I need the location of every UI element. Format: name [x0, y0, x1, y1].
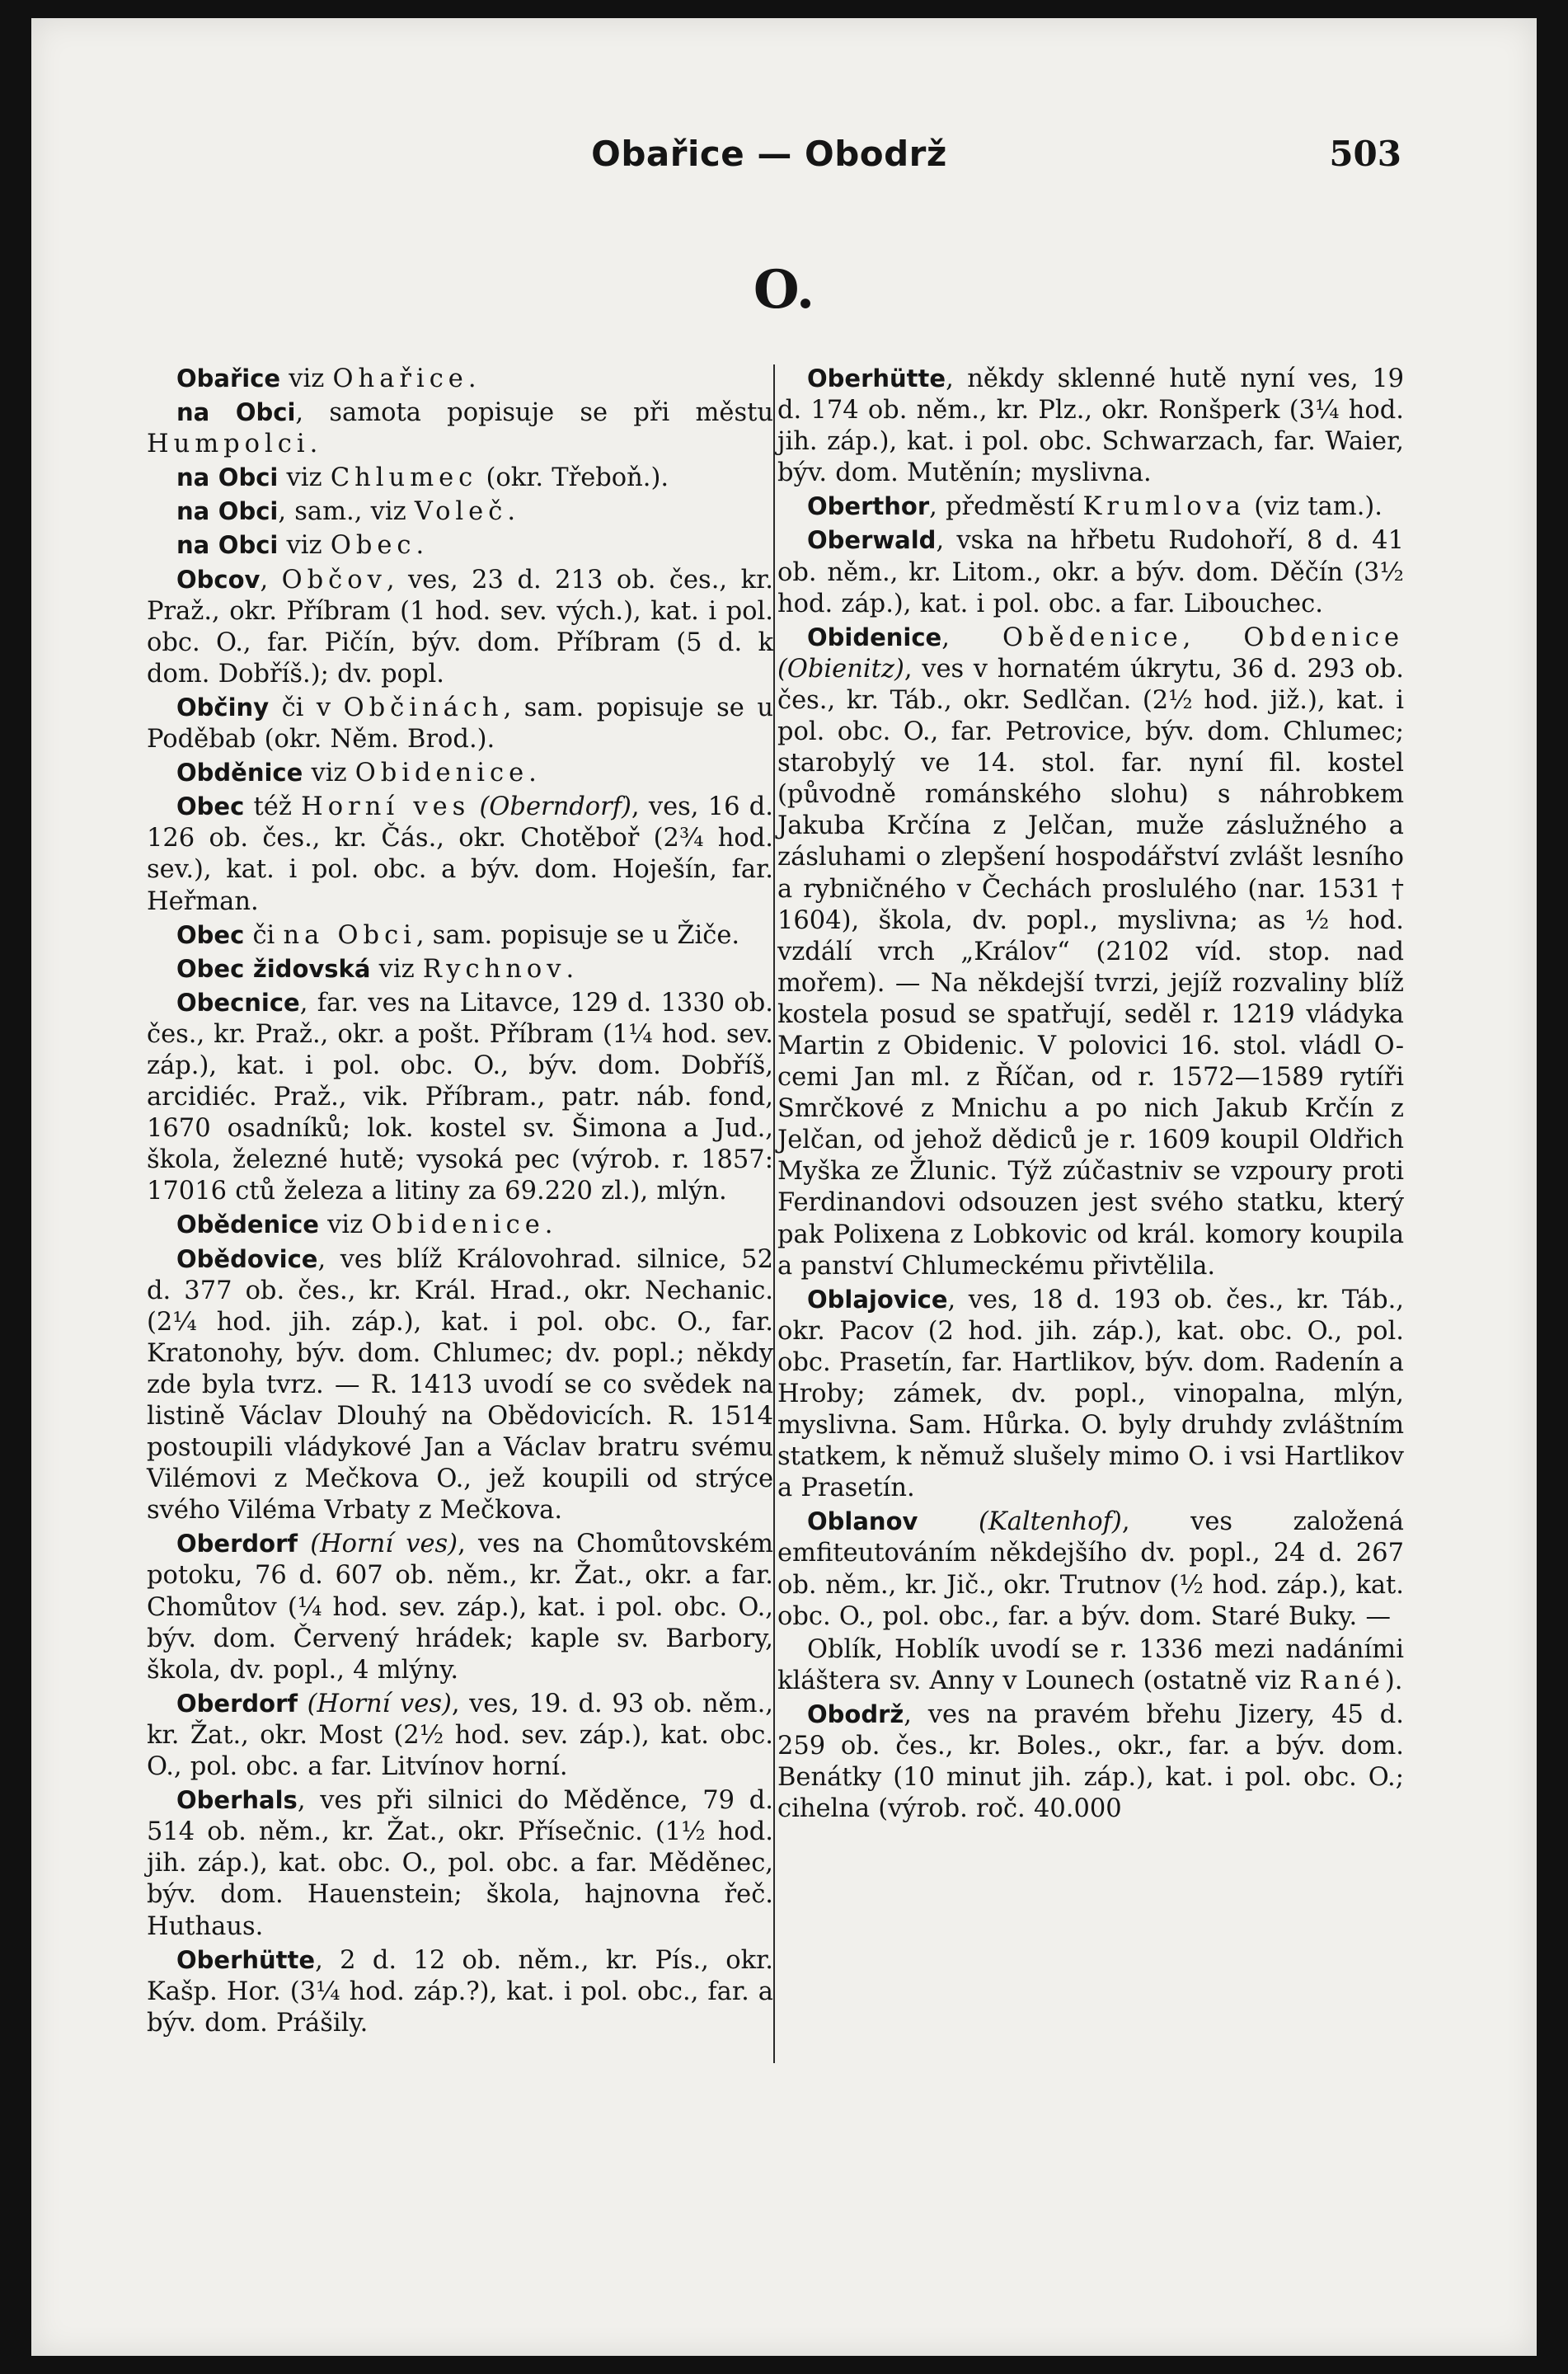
- page: [31, 18, 1537, 2356]
- running-head: Obařice — Obodrž: [591, 134, 947, 174]
- entry-text: , ves na pravém břehu Jizery, 45 d. 259 ob. čes., kr. Boles., okr., far. a býv. dom. Benátky (10 minut jih. záp.), kat. i pol. obc. O.; cihelna (výrob. roč. 40.000: [777, 1699, 1404, 1824]
- entry-headword: Oberthor: [807, 492, 930, 521]
- dictionary-entry: [147, 1944, 773, 2039]
- entry-headword: Občiny: [176, 693, 270, 722]
- entry-text: či v: [269, 693, 344, 722]
- entry-spaced-name: Krumlova: [1082, 492, 1246, 522]
- entry-headword: na Obci: [176, 497, 279, 526]
- entry-text: , ves v hornatém úkrytu, 36 d. 293 ob. čes., kr. Táb., okr. Sedlčan. (2½ hod. již.), kat. i pol. obc. O., far. Petrovice, býv. dom. Chlumec; starobylý ve 14. stol. far. nyní fil. kostel (původně románského slohu) s náhrobkem Jakuba Krčína z Jelčan, muže záslužného a zásluhami o zlepšení hospodářství zvlášt lesního a rybničného v Čechách proslulého (nar. 1531 † 1604), škola, dv. popl., myslivna; as ½ hod. vzdálí vrch „Králov“ (2102 víd. stop. nad mořem). — Na někdejší tvrzi, jejíž rozvaliny blíž kostela posud se spatřují, seděl r. 1219 vládyka Martin z Obidenic. V polovici 16. stol. vládl O-cemi Jan ml. z Říčan, od r. 1572—1589 rytíři Smrčkové z Mnichu a po nich Jakub Krčín z Jelčan, od jehož dědiců je r. 1609 koupil Oldřich Myška ze Žlunic. Týž zúčastniv se vzpoury proti Ferdinandovi odsouzen jest svého statku, který pak Polixena z Lobkovic od král. komory koupila a panství Chlumeckému přivtělila.: [777, 654, 1404, 1281]
- dictionary-entry: [777, 524, 1404, 619]
- entry-text: , ves, 18 d. 193 ob. čes., kr. Táb., okr. Pacov (2 hod. jih. záp.), kat. obc. O., pol. obc. Prasetín, far. Hartlikov, býv. dom. Radenín a Hroby; zámek, dv. popl., vinopalna, mlýn, myslivna. Sam. Hůrka. O. byly druhdy zvláštním statkem, k němuž slušely mimo O. i vsi Hartlikov a Prasetín.: [777, 1285, 1404, 1503]
- entry-headword: Obcov: [176, 565, 261, 594]
- dictionary-entry: [147, 529, 773, 562]
- dictionary-entry: [777, 1699, 1404, 1825]
- entry-text: , sam., viz: [278, 497, 415, 527]
- entry-spaced-name: Rané: [1299, 1666, 1385, 1695]
- entry-headword: Oblajovice: [807, 1285, 948, 1314]
- dictionary-entry: [147, 1243, 773, 1527]
- entry-headword: Obědenice: [176, 1211, 319, 1239]
- dictionary-entry: [147, 953, 773, 985]
- section-letter: O.: [753, 259, 815, 321]
- dictionary-entry: [147, 757, 773, 789]
- entry-text: ,: [260, 565, 282, 595]
- right-column: [777, 363, 1404, 1826]
- entry-text: .: [528, 759, 537, 788]
- entry-text: , samota popisuje se při městu: [295, 398, 773, 428]
- entry-text: [298, 1690, 307, 1718]
- entry-spaced-name: Obidenice: [371, 1211, 545, 1240]
- entry-headword: Oberhütte: [807, 364, 946, 393]
- dictionary-entry: [147, 1528, 773, 1685]
- entry-spaced-name: Chlumec: [330, 463, 478, 493]
- dictionary-entry: [147, 1688, 773, 1783]
- entry-italic-name: (Obienitz): [777, 654, 904, 684]
- column-divider: [773, 364, 775, 2063]
- entry-text: , předměstí: [929, 492, 1083, 522]
- entry-text: , 2 d. 12 ob. něm., kr. Pís., okr. Kašp. Hor. (3¼ hod. záp.?), kat. i pol. obc., far. a býv. dom. Prášily.: [147, 1945, 773, 2038]
- entry-text: , ves, 19. d. 93 ob. něm., kr. Žat., okr. Most (2½ hod. sev. záp.), kat. obc. O., pol. obc. a far. Litvínov horní.: [147, 1689, 773, 1782]
- entry-spaced-name: Ohařice: [332, 364, 468, 393]
- entry-text: , ves, 16 d. 126 ob. čes., kr. Čás., okr. Chotěboř (2¾ hod. sev.), kat. i pol. obc. a býv. dom. Hoješín, far. Heřman.: [147, 792, 773, 916]
- entry-spaced-name: Horní ves: [301, 792, 471, 822]
- entry-text: .: [544, 1211, 553, 1240]
- entry-italic-name: (Horní ves): [307, 1689, 452, 1718]
- dictionary-entry: [147, 363, 773, 395]
- dictionary-entry: [147, 496, 773, 528]
- entry-spaced-name: Voleč: [414, 497, 508, 527]
- dictionary-entry: [777, 363, 1404, 489]
- entry-headword: Obidenice: [807, 623, 942, 651]
- entry-text: viz: [280, 364, 333, 393]
- entry-italic-name: (Horní ves): [310, 1530, 458, 1559]
- entry-text: , ves, 23 d. 213 ob. čes., kr. Praž., okr. Příbram (1 hod. sev. vých.), kat. i pol. obc. O., far. Pičín, býv. dom. Příbram (5 d. k dom. Dobříš.); dv. popl.: [147, 565, 773, 689]
- dictionary-entry: [777, 622, 1404, 1282]
- entry-text: Oblík, Hoblík uvodí se r. 1336 mezi nadáními kláštera sv. Anny v Lounech (ostatně viz: [777, 1634, 1404, 1695]
- entry-headword: Obařice: [176, 364, 281, 393]
- entry-text: ,: [1182, 623, 1244, 652]
- entry-headword: Obec: [176, 920, 245, 949]
- entry-italic-name: (Oberndorf): [470, 792, 631, 822]
- dictionary-entry: [777, 1634, 1404, 1697]
- entry-italic-name: (Kaltenhof): [979, 1507, 1122, 1537]
- dictionary-entry: [147, 1784, 773, 1942]
- entry-headword: Oberdorf: [176, 1689, 298, 1718]
- entry-text: .: [415, 531, 425, 561]
- entry-text: viz: [278, 531, 331, 561]
- entry-text: , vska na hřbetu Rudohoří, 8 d. 41 ob. něm., kr. Litom., okr. a býv. dom. Děčín (3½ hod. záp.), kat. i pol. obc. a far. Libouchec.: [777, 526, 1404, 618]
- entry-spaced-name: Obec: [330, 531, 416, 561]
- entry-headword: na Obci: [176, 398, 296, 427]
- entry-text: , sam. popisuje se u Žiče.: [415, 920, 740, 950]
- entry-headword: Oberhals: [176, 1786, 298, 1815]
- entry-text: , sam. popisuje se u Poděbab (okr. Něm. Brod.).: [147, 693, 773, 755]
- dictionary-entry: [147, 791, 773, 917]
- entry-spaced-name: Obdenice: [1243, 623, 1404, 652]
- dictionary-entry: [147, 692, 773, 755]
- dictionary-entry: [777, 1506, 1404, 1632]
- entry-text: .: [467, 364, 477, 393]
- entry-text: , ves blíž Královohrad. silnice, 52 d. 377 ob. čes., kr. Král. Hrad., okr. Nechanic. (2¼ hod. jih. záp.), kat. i pol. obc. O., far. Kratonohy, býv. dom. Chlumec; dv. popl.; někdy zde byla tvrz. — R. 1413 uvodí se co svědek na listině Václav Dlouhý na Obědovicích. R. 1514 postoupili vládykové Jan a Václav bratru svému Vilémovi z Mečkova O., jež koupili od strýce svého Viléma Vrbaty z Mečkova.: [147, 1244, 773, 1525]
- entry-text: viz: [278, 463, 331, 493]
- dictionary-entry: [147, 987, 773, 1208]
- entry-text: .: [309, 430, 318, 459]
- dictionary-entry: [777, 1284, 1404, 1505]
- entry-spaced-name: Obědenice: [1002, 623, 1183, 652]
- entry-spaced-name: Obidenice: [354, 759, 529, 788]
- entry-headword: na Obci: [176, 463, 279, 492]
- entry-text: viz: [318, 1211, 372, 1240]
- entry-text: [298, 1530, 310, 1558]
- dictionary-entry: [777, 491, 1404, 523]
- entry-text: ,: [941, 623, 1002, 652]
- dictionary-entry: [147, 397, 773, 460]
- entry-headword: Obodrž: [807, 1699, 904, 1728]
- entry-spaced-name: Humpolci: [147, 430, 310, 459]
- dictionary-entry: [147, 1209, 773, 1241]
- entry-spaced-name: Občov: [281, 565, 387, 595]
- dictionary-entry: [147, 564, 773, 690]
- entry-headword: Obec židovská: [176, 954, 371, 983]
- entry-text: , ves při silnici do Měděnce, 79 d. 514 ob. něm., kr. Žat., okr. Přísečnic. (1½ hod. jih. záp.), kat. obc. O., pol. obc. a far. Měděnec, býv. dom. Hauenstein; škola, hajnovna řeč. Huthaus.: [147, 1786, 773, 1941]
- entry-text: , far. ves na Litavce, 129 d. 1330 ob. čes., kr. Praž., okr. a pošt. Příbram (1¼ hod. sev. záp.), kat. i pol. obc. O., býv. dom. Dobříš, arcidiéc. Praž., vik. Příbram., patr. náb. fond, 1670 osadníků; lok. kostel sv. Šimona a Jud., škola, železné hutě; vysoká pec (výrob. r. 1857: 17016 ctů železa a litiny za 69.220 zl.), mlýn.: [147, 988, 773, 1206]
- entry-text: viz: [370, 954, 423, 984]
- entry-spaced-name: na Obci: [283, 920, 416, 950]
- entry-headword: Oberwald: [807, 526, 937, 555]
- left-column: [147, 363, 773, 2041]
- entry-headword: Obec: [176, 792, 245, 821]
- entry-text: , ves na Chomůtovském potoku, 76 d. 607 ob. něm., kr. Žat., okr. a far. Chomůtov (¼ hod. sev. záp.), kat. i pol. obc. O., býv. dom. Červený hrádek; kaple sv. Barbory, škola, dv. popl., 4 mlýny.: [147, 1530, 773, 1685]
- entry-headword: Oblanov: [807, 1507, 918, 1536]
- entry-text: ).: [1384, 1666, 1403, 1695]
- entry-text: či: [244, 920, 284, 950]
- entry-text: , ves založená emfiteutováním někdejšího dv. popl., 24 d. 267 ob. něm., kr. Jič., okr. Trutnov (½ hod. záp.), kat. obc. O., pol. obc., far. a býv. dom. Staré Buky. —: [777, 1507, 1404, 1631]
- entry-headword: Obědovice: [176, 1244, 318, 1273]
- page-header: [31, 134, 1537, 183]
- entry-text: .: [566, 954, 575, 984]
- entry-spaced-name: Občinách: [343, 693, 504, 722]
- entry-text: [918, 1507, 979, 1536]
- entry-headword: Obecnice: [176, 988, 300, 1017]
- entry-text: viz: [303, 759, 355, 788]
- dictionary-entry: [147, 462, 773, 494]
- dictionary-entry: [147, 919, 773, 952]
- entry-text: .: [507, 497, 516, 527]
- entry-headword: Oberdorf: [176, 1530, 298, 1558]
- entry-spaced-name: Rychnov: [422, 954, 566, 984]
- entry-text: (okr. Třeboň.).: [477, 463, 669, 493]
- entry-text: (viz tam.).: [1246, 492, 1383, 522]
- page-number: 503: [1329, 134, 1401, 174]
- entry-text: , někdy sklenné hutě nyní ves, 19 d. 174 ob. něm., kr. Plz., okr. Ronšperk (3¼ hod. jih. záp.), kat. i pol. obc. Schwarzach, far. Waier, býv. dom. Mutěnín; myslivna.: [777, 364, 1404, 488]
- entry-headword: Oberhütte: [176, 1945, 316, 1974]
- entry-headword: na Obci: [176, 531, 279, 560]
- entry-text: též: [244, 792, 302, 822]
- entry-headword: Obděnice: [176, 759, 303, 787]
